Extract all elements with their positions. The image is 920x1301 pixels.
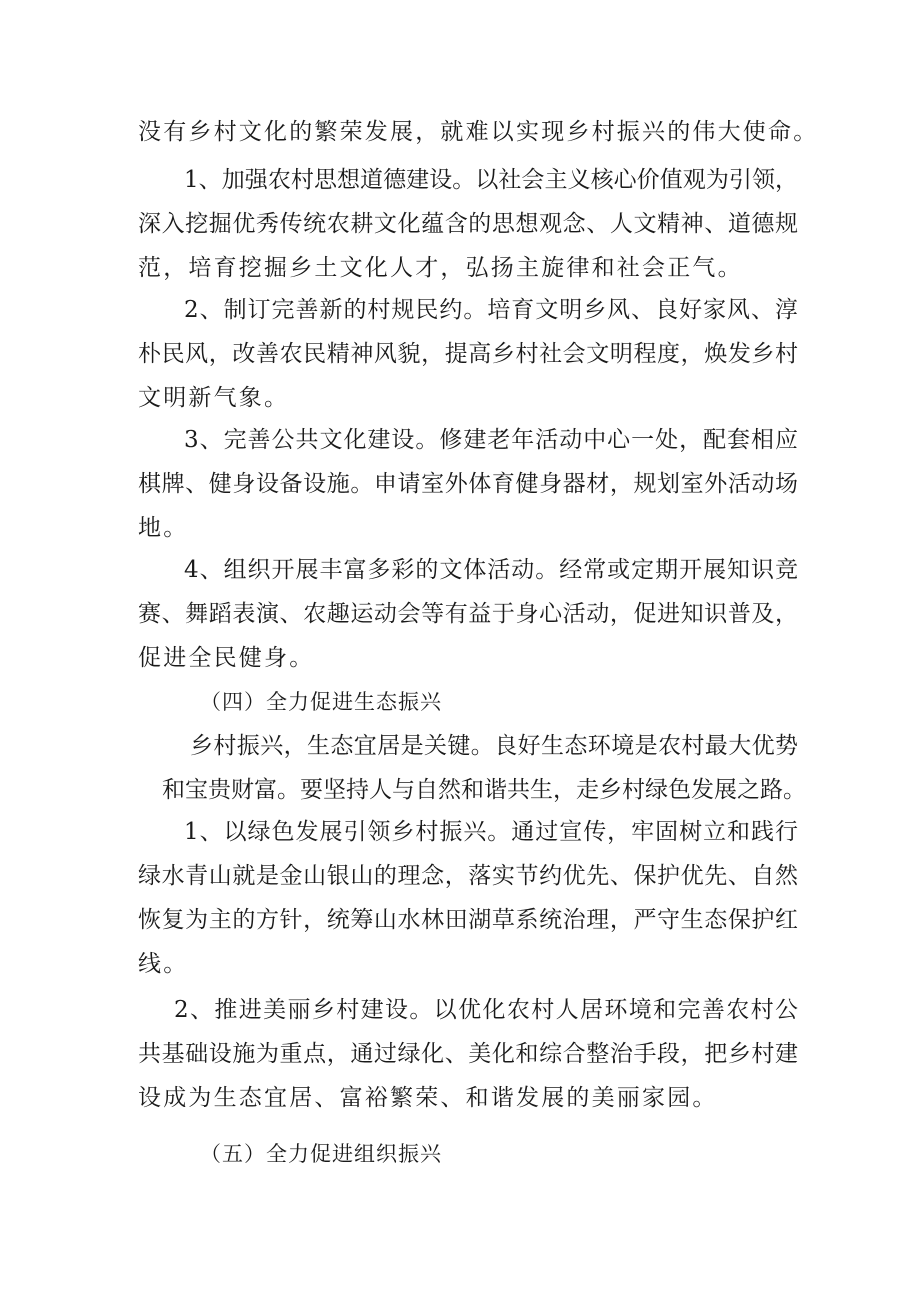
text-line: 1、加强农村思想道德建设。以社会主义核心价值观为引领， (184, 167, 798, 193)
text-line: 棋牌、健身设备设施。申请室外体育健身器材，规划室外活动场 (138, 471, 798, 497)
section-heading-ecology: （四）全力促进生态振兴 (200, 690, 442, 714)
paragraph-item-1 (138, 158, 798, 290)
text-line: 和宝贵财富。要坚持人与自然和谐共生，走乡村绿色发展之路。 (162, 777, 806, 803)
paragraph-intro (138, 110, 819, 154)
paragraph-ecology-item-2 (138, 988, 798, 1120)
text-line: 没有乡村文化的繁荣发展，就难以实现乡村振兴的伟大使命。 (138, 119, 819, 145)
text-line: 1、以绿色发展引领乡村振兴。通过宣传，牢固树立和践行 (184, 819, 798, 845)
text-line: 乡村振兴，生态宜居是关键。良好生态环境是农村最大优势 (190, 733, 798, 759)
paragraph-item-3 (138, 418, 798, 550)
text-line: 地。 (138, 515, 189, 541)
paragraph-item-4 (138, 548, 798, 680)
text-line: 2、推进美丽乡村建设。以优化农村人居环境和完善农村公 (174, 997, 798, 1023)
text-line: 4、组织开展丰富多彩的文体活动。经常或定期开展知识竞 (184, 557, 798, 583)
text-line: 共基础设施为重点，通过绿化、美化和综合整治手段，把乡村建 (138, 1041, 798, 1067)
paragraph-ecology-item-1 (138, 810, 798, 986)
text-line: 赛、舞蹈表演、农趣运动会等有益于身心活动，促进知识普及， (138, 601, 798, 627)
text-line: 朴民风，改善农民精神风貌，提高乡村社会文明程度，焕发乡村 (138, 341, 798, 367)
text-line: 线。 (138, 951, 189, 977)
text-line: 2、制订完善新的村规民约。培育文明乡风、良好家风、淳 (184, 297, 798, 323)
text-line: 文明新气象。 (138, 385, 290, 411)
text-line: 范，培育挖掘乡土文化人才，弘扬主旋律和社会正气。 (138, 255, 743, 281)
paragraph-ecology-intro (162, 724, 806, 812)
paragraph-item-2 (138, 288, 798, 420)
section-heading-organization: （五）全力促进组织振兴 (200, 1142, 442, 1166)
text-line: 绿水青山就是金山银山的理念，落实节约优先、保护优先、自然 (138, 863, 798, 889)
text-line: 恢复为主的方针，统筹山水林田湖草系统治理，严守生态保护红 (138, 907, 798, 933)
text-line: 深入挖掘优秀传统农耕文化蕴含的思想观念、人文精神、道德规 (138, 211, 798, 237)
text-line: 设成为生态宜居、富裕繁荣、和谐发展的美丽家园。 (138, 1085, 718, 1111)
text-line: 3、完善公共文化建设。修建老年活动中心一处，配套相应 (184, 427, 798, 453)
text-line: 促进全民健身。 (138, 645, 315, 671)
